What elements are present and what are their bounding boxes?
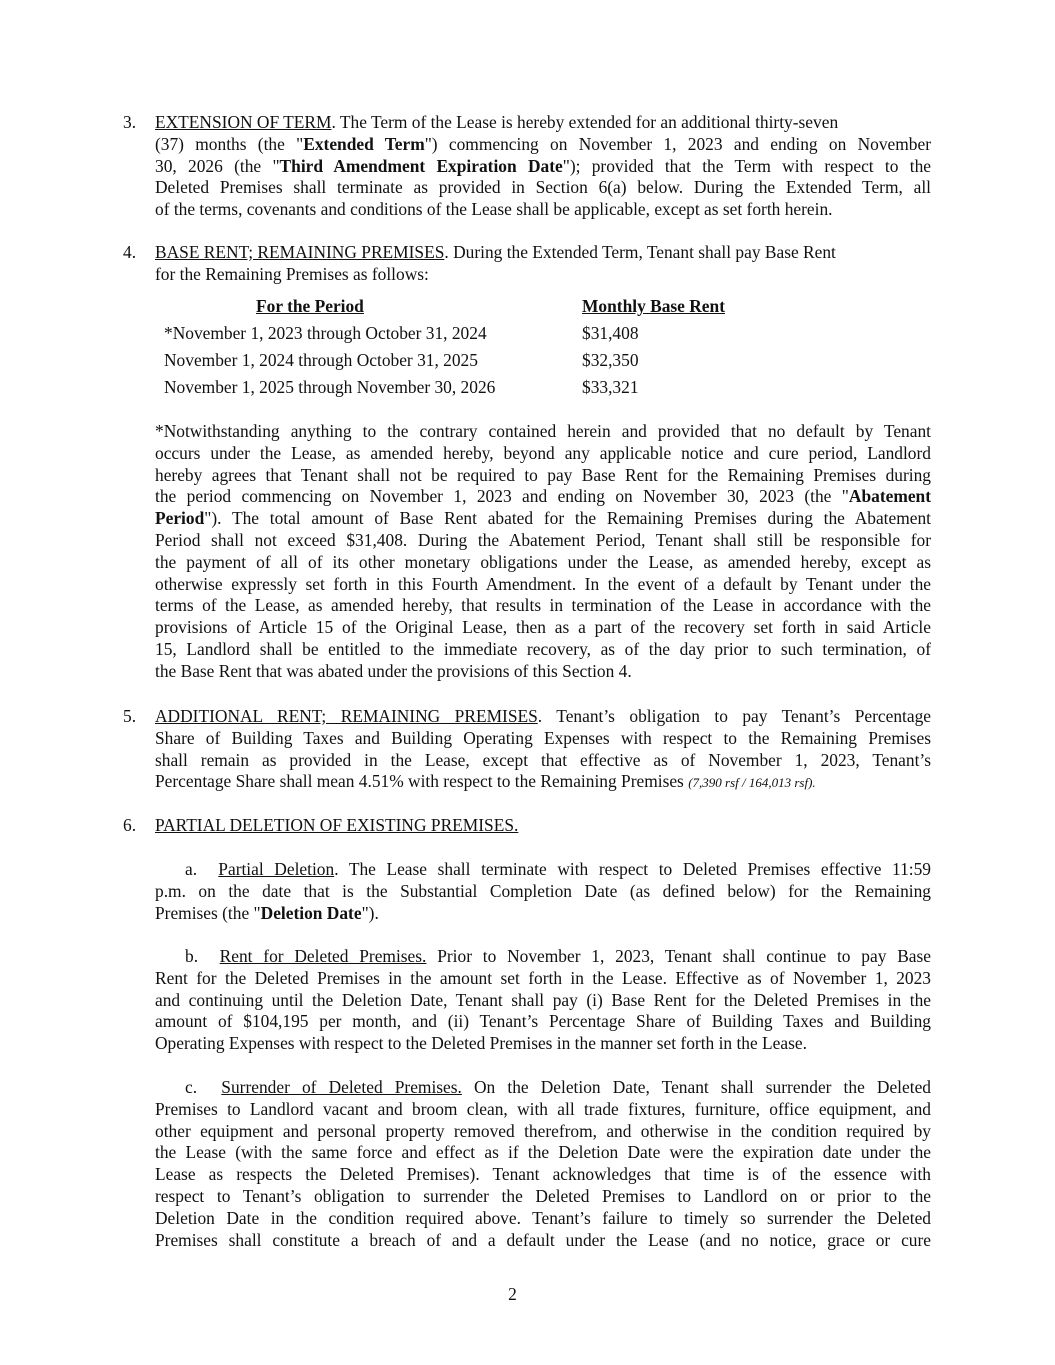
text: Percentage Share shall mean 4.51% with respect to the Remaining Premises	[155, 771, 684, 792]
text-line: . The Term of the Lease is hereby extended for an additional thirty-seven	[331, 112, 839, 132]
text: "); provided that the Term with respect to the	[562, 155, 931, 176]
text: Premises (the "	[155, 902, 261, 923]
section-heading: ADDITIONAL RENT; REMAINING PREMISES	[155, 706, 538, 726]
section-heading: PARTIAL DELETION OF EXISTING PREMISES.	[155, 815, 519, 835]
text-line: the Base Rent that was abated under the provisions of this Section 4.	[155, 660, 632, 681]
subsection-6b	[155, 946, 931, 1055]
section-heading: EXTENSION OF TERM	[155, 112, 332, 132]
defined-term: Extended Term	[303, 133, 425, 154]
text-line: Premises shall constitute a breach of and a default under the Lease (and no notice, grace or cure	[155, 1229, 931, 1250]
text: the period commencing on November 1, 2023 and ending on November 30, 2023 (the "	[155, 486, 849, 507]
text-line: occurs under the Lease, as amended hereby, beyond any applicable notice and cure period, Landlord	[155, 442, 931, 463]
text-line: other equipment and personal property removed therefrom, and otherwise in the condition required by	[155, 1120, 931, 1141]
rent-cell: $33,321	[582, 377, 639, 397]
text-line: and continuing until the Deletion Date, Tenant shall pay (i) Base Rent for the Deleted Premises in the	[155, 989, 931, 1010]
column-header-period: For the Period	[256, 296, 364, 316]
table-row	[164, 350, 764, 377]
text-line: of the terms, covenants and conditions of the Lease shall be applicable, except as set forth herein.	[155, 199, 833, 220]
text-line: *Notwithstanding anything to the contrary contained herein and provided that no default by Tenant	[155, 421, 931, 441]
section-number: 4.	[123, 242, 137, 262]
text-line: shall remain as provided in the Lease, except that effective as of November 1, 2023, Tenant’s	[155, 749, 931, 770]
text-line: 15, Landlord shall be entitled to the immediate recovery, as of the day prior to such termination, of	[155, 638, 931, 659]
rent-schedule-table	[164, 296, 764, 404]
text: "). The total amount of Base Rent abated for the Remaining Premises during the Abatement	[204, 508, 931, 529]
text: 30, 2026 (the "	[155, 155, 280, 176]
subsection-label: c.	[185, 1077, 198, 1097]
table-row	[164, 377, 764, 404]
section-5-body	[155, 706, 931, 794]
rent-cell: $31,408	[582, 323, 639, 343]
subsection-heading: Surrender of Deleted Premises.	[221, 1077, 462, 1097]
subsection-6c	[155, 1077, 931, 1251]
text-line: Premises to Landlord vacant and broom clean, with all trade fixtures, furniture, office equipment, and	[155, 1098, 931, 1119]
text-line: the payment of all of its other monetary obligations under the Lease, as amended hereby, except as	[155, 551, 931, 572]
rent-cell: $32,350	[582, 350, 639, 370]
text: ") commencing on November 1, 2023 and ending on November	[424, 133, 931, 154]
text: . Tenant’s obligation to pay Tenant’s Percentage	[537, 706, 931, 726]
subsection-heading: Rent for Deleted Premises.	[219, 946, 427, 966]
defined-term: Deletion Date	[260, 902, 362, 923]
subsection-6a	[155, 859, 931, 924]
table-row	[164, 323, 764, 350]
text-line: Share of Building Taxes and Building Operating Expenses with respect to the Remaining Premises	[155, 727, 931, 748]
subsection-label: b.	[185, 946, 199, 966]
subsection-heading: Partial Deletion	[218, 859, 335, 879]
section-4-body	[155, 242, 931, 286]
section-3-body	[155, 112, 931, 221]
text-line: p.m. on the date that is the Substantial Completion Date (as defined below) for the Remaining	[155, 880, 931, 901]
text: On the Deletion Date, Tenant shall surrender the Deleted	[461, 1077, 931, 1097]
text: ").	[361, 902, 379, 923]
text-line: otherwise expressly set forth in this Fourth Amendment. In the event of a default by Tenant under the	[155, 573, 931, 594]
section-heading: BASE RENT; REMAINING PREMISES	[155, 242, 445, 262]
text-line: for the Remaining Premises as follows:	[155, 263, 429, 284]
period-cell: November 1, 2025 through November 30, 2026	[164, 377, 496, 397]
text-line: hereby agrees that Tenant shall not be required to pay Base Rent for the Remaining Premises during	[155, 464, 931, 485]
section-6-heading-row	[155, 815, 931, 837]
text-line: Deleted Premises shall terminate as provided in Section 6(a) below. During the Extended Term, all	[155, 177, 931, 198]
section-number: 6.	[123, 815, 137, 835]
defined-term: Abatement	[848, 486, 931, 507]
section-number: 3.	[123, 112, 137, 132]
text-line: Period shall not exceed $31,408. During the Abatement Period, Tenant shall still be responsible for	[155, 529, 931, 550]
text-line: Operating Expenses with respect to the Deleted Premises in the manner set forth in the Lease.	[155, 1033, 807, 1054]
text-line: . During the Extended Term, Tenant shall pay Base Rent	[444, 242, 836, 262]
text: . The Lease shall terminate with respect to Deleted Premises effective 11:59	[334, 859, 931, 879]
square-footage-note: (7,390 rsf / 164,013 rsf).	[688, 775, 816, 791]
text-line: Rent for the Deleted Premises in the amount set forth in the Lease. Effective as of November 1, 2023	[155, 967, 931, 988]
section-number: 5.	[123, 706, 137, 726]
text-line: respect to Tenant’s obligation to surrender the Deleted Premises to Landlord on or prior to the	[155, 1185, 931, 1206]
defined-term: Period	[155, 508, 205, 529]
text: Prior to November 1, 2023, Tenant shall continue to pay Base	[426, 946, 931, 966]
period-cell: *November 1, 2023 through October 31, 2024	[164, 323, 487, 343]
column-header-rent: Monthly Base Rent	[582, 296, 725, 316]
text-line: amount of $104,195 per month, and (ii) Tenant’s Percentage Share of Building Taxes and Building	[155, 1011, 931, 1032]
text: (37) months (the "	[155, 133, 304, 154]
page-number: 2	[508, 1284, 517, 1304]
text-line: provisions of Article 15 of the Original Lease, then as a part of the recovery set forth in said Article	[155, 617, 931, 638]
defined-term: Third Amendment Expiration Date	[279, 155, 563, 176]
text-line: terms of the Lease, as amended hereby, that results in termination of the Lease in accordance with the	[155, 595, 931, 616]
table-header-row	[164, 296, 764, 323]
subsection-label: a.	[185, 859, 198, 879]
abatement-note	[155, 421, 931, 683]
text-line: Deletion Date in the condition required above. Tenant’s failure to timely so surrender the Deleted	[155, 1207, 931, 1228]
period-cell: November 1, 2024 through October 31, 2025	[164, 350, 478, 370]
text-line: the Lease (with the same force and effect as if the Deletion Date were the expiration date under the	[155, 1142, 931, 1163]
text-line: Lease as respects the Deleted Premises). Tenant acknowledges that time is of the essence with	[155, 1164, 931, 1185]
